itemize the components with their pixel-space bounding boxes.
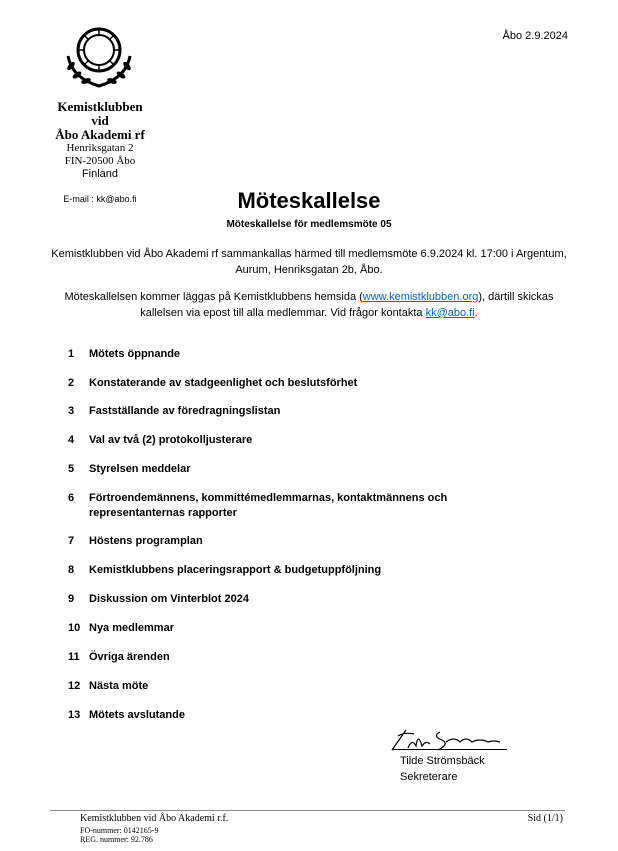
agenda-item: [68, 462, 529, 477]
agenda-number: 5: [68, 463, 75, 475]
signature-line: [392, 749, 507, 750]
agenda-item: [68, 563, 529, 578]
org-name-line: Åbo Akademi rf: [55, 127, 145, 142]
website-link[interactable]: www.kemistklubben.org: [362, 291, 479, 303]
agenda-number: 3: [68, 405, 75, 417]
agenda-item: [68, 679, 529, 694]
page-title: Möteskallelse: [237, 188, 381, 213]
agenda-number: 2: [68, 377, 75, 389]
page-number: Sid (1/1): [527, 813, 563, 824]
agenda-number: 10: [68, 622, 81, 634]
agenda-number: 7: [68, 535, 75, 547]
agenda-text: Styrelsen meddelar: [89, 463, 191, 475]
agenda-text: Kemistklubbens placeringsrapport & budgetuppföljning: [89, 564, 382, 576]
agenda-item: [68, 621, 529, 636]
signature-block: [400, 753, 485, 785]
org-block: [40, 100, 160, 181]
club-logo: [62, 26, 136, 92]
agenda-text: Mötets öppnande: [89, 348, 181, 360]
footer-divider: [50, 810, 565, 811]
agenda-text: Konstaterande av stadgeenlighet och beslutsförhet: [89, 377, 358, 389]
org-email: E-mail : kk@abo.fi: [63, 194, 137, 204]
agenda-text: Nya medlemmar: [89, 622, 174, 634]
agenda-number: 9: [68, 593, 75, 605]
agenda-number: 1: [68, 348, 75, 360]
agenda-item: [68, 491, 529, 521]
text: ), därtill skickas kallelsen via epost till alla medlemmar. Vid frågor kontakta: [140, 291, 554, 319]
agenda-text: Förtroendemännens, kommittémedlemmarnas, kontaktmännens och representanternas rapporter: [89, 492, 448, 519]
agenda-number: 13: [68, 709, 81, 721]
signer-role: Sekreterare: [400, 771, 458, 783]
agenda-number: 12: [68, 680, 81, 692]
agenda-item: [68, 433, 529, 448]
agenda-text: Mötets avslutande: [89, 709, 185, 721]
agenda-text: Övriga ärenden: [89, 651, 170, 663]
agenda-item: [68, 347, 529, 362]
agenda-item: [68, 650, 529, 665]
agenda-number: 4: [68, 434, 75, 446]
agenda-text: Val av två (2) protokolljusterare: [89, 434, 253, 446]
signer-name: Tilde Strömsbäck: [400, 755, 485, 767]
org-address-line: Henriksgatan 2: [66, 142, 134, 154]
agenda-item: [68, 534, 529, 549]
agenda-text: Diskussion om Vinterblot 2024: [89, 593, 249, 605]
email-link[interactable]: kk@abo.fi: [425, 307, 475, 319]
text: Möteskallelsen kommer läggas på Kemistklubbens hemsida (: [64, 291, 363, 303]
agenda-item: [68, 592, 529, 607]
intro-paragraph: Kemistklubben vid Åbo Akademi rf sammankallas härmed till medlemsmöte 6.9.2024 kl. 17:00 i Argentum, Aurum, Henriksgatan 2b, Åbo.: [51, 248, 567, 276]
footer-numbers: [80, 826, 158, 844]
org-name-line: Kemistklubben: [57, 99, 143, 114]
agenda-text: Fastställande av föredragningslistan: [89, 405, 281, 417]
agenda-text: Nästa möte: [89, 680, 149, 692]
info-paragraph: [50, 289, 568, 321]
org-address-line: Finland: [81, 168, 119, 180]
reg-number: REG. nummer: 92.786: [80, 835, 153, 844]
agenda-item: [68, 708, 529, 723]
fo-number: FO-nummer: 0142165-9: [80, 826, 159, 835]
subtitle: Möteskallelse för medlemsmöte 05: [226, 219, 392, 230]
agenda-number: 8: [68, 564, 75, 576]
text: .: [474, 307, 478, 319]
agenda-item: [68, 404, 529, 419]
footer-org: Kemistklubben vid Åbo Akademi r.f.: [80, 813, 229, 824]
org-name-line: vid: [91, 113, 109, 128]
agenda-item: [68, 376, 529, 391]
date: Åbo 2.9.2024: [502, 30, 568, 42]
agenda-number: 6: [68, 492, 75, 504]
agenda-number: 11: [68, 651, 80, 663]
org-address-line: FIN-20500 Åbo: [64, 155, 136, 167]
agenda-text: Höstens programplan: [89, 535, 203, 547]
